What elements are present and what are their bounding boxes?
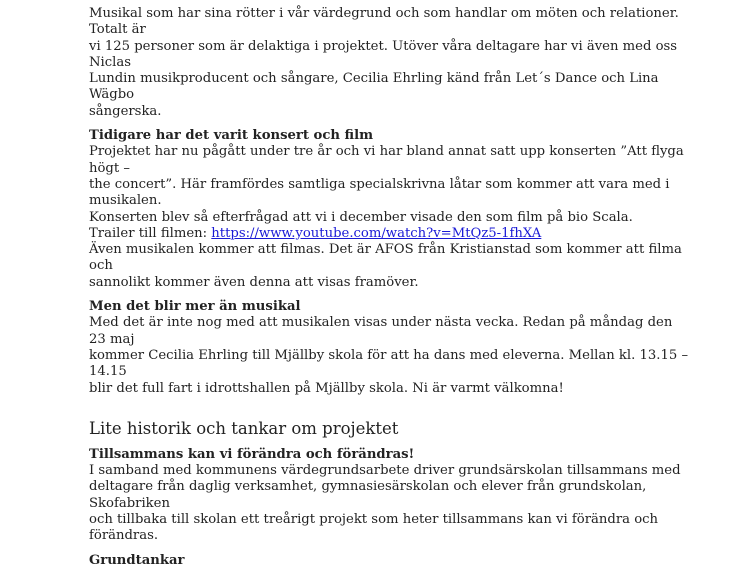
mer-line: Med det är inte nog med att musikalen visas under nästa vecka. Redan på måndag den 23 maj (89, 315, 673, 347)
mer-heading: Men det blir mer än musikal (89, 299, 301, 315)
historik-heading: Tillsammans kan vi förändra och förändras! (89, 446, 415, 462)
intro-line: Musikal som har sina rötter i vår värdegrund och som handlar om möten och relationer. Totalt är (89, 6, 679, 38)
intro-line: sångerska. (89, 103, 162, 119)
historik-title: Lite historik och tankar om projektet (89, 418, 399, 438)
historik-line: I samband med kommunens värdegrundsarbete driver grundsärskolan tillsammans med (89, 463, 681, 479)
intro-line: Lundin musikproducent och sångare, Cecilia Ehrling känd från Let´s Dance och Lina Wägbo (89, 71, 659, 103)
document-page (89, 6, 689, 569)
konsert-line: Projektet har nu pågått under tre år och vi har bland annat satt upp konserten ”Att flyga högt – (89, 144, 684, 176)
trailer-line (89, 226, 689, 242)
mer-section (89, 299, 689, 397)
trailer-label: Trailer till filmen: (89, 225, 212, 241)
intro-paragraph (89, 6, 689, 120)
historik-line: och tillbaka till skolan ett treårigt projekt som heter tillsammans kan vi förändra och förändras. (89, 512, 659, 544)
intro-line: vi 125 personer som är delaktiga i projektet. Utöver våra deltagare har vi även med oss Niclas (89, 38, 678, 70)
konsert-section (89, 128, 689, 291)
historik-line: deltagare från daglig verksamhet, gymnasiesärskolan och elever från grundskolan, Skofabriken (89, 479, 647, 511)
mer-line: blir det full fart i idrottshallen på Mjällby skola. Ni är varmt välkomna! (89, 380, 564, 396)
konsert-heading: Tidigare har det varit konsert och film (89, 128, 374, 144)
historik-section (89, 447, 689, 545)
mer-line: kommer Cecilia Ehrling till Mjällby skola för att ha dans med eleverna. Mellan kl. 13.15 – 14.15 (89, 347, 689, 380)
konsert-line: the concert”. Här framfördes samtliga specialskrivna låtar som kommer att vara med i musikalen. (89, 176, 670, 209)
trailer-link[interactable]: https://www.youtube.com/watch?v=MtQz5-1fhXA (211, 225, 542, 241)
konsert-line: Även musikalen kommer att filmas. Det är AFOS från Kristianstad som kommer att filma och (89, 242, 682, 274)
konsert-line: Konserten blev så efterfrågad att vi i december visade den som film på bio Scala. (89, 209, 633, 225)
grundtankar-heading: Grundtankar (89, 552, 185, 568)
konsert-line: sannolikt kommer även denna att visas framöver. (89, 274, 419, 290)
